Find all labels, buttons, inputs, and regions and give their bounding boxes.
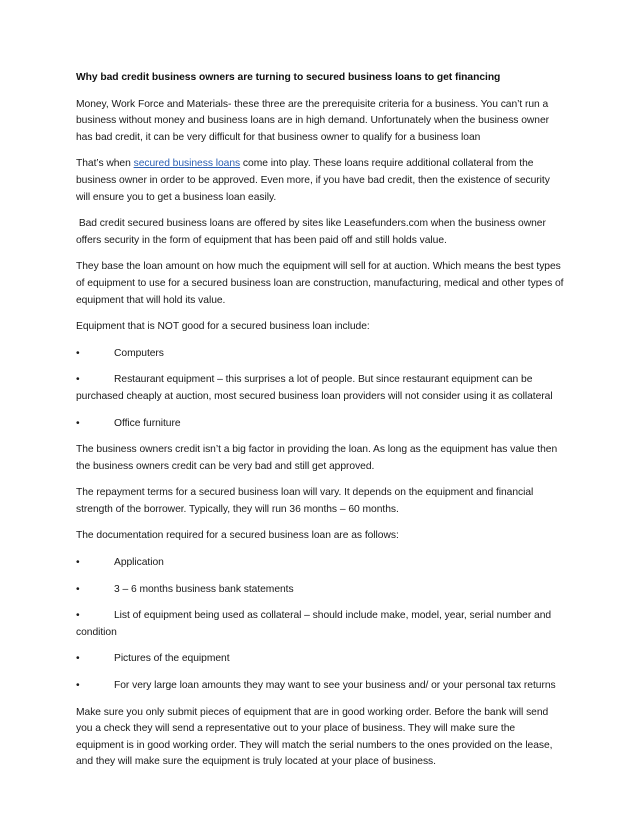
- list-item: [76, 678, 564, 695]
- paragraph-text-before: That’s when: [76, 158, 134, 170]
- list-item: [76, 555, 564, 572]
- intro-paragraph: Money, Work Force and Materials- these three are the prerequisite criteria for a business. You can’t run a business without money and business loans are in high demand. Unfortunately when the business owner has bad credit, it can be very difficult for that business owner to qualify for a business loan: [76, 98, 550, 143]
- bullet-icon: •: [76, 610, 80, 622]
- bullet-icon: •: [76, 557, 80, 569]
- bullet-icon: •: [76, 653, 80, 665]
- secured-business-loans-link[interactable]: secured business loans: [133, 158, 241, 170]
- leasefunders-paragraph: Bad credit secured business loans are offered by sites like Leasefunders.com when the business owner offers security in the form of equipment that has been paid off and still holds value.: [76, 218, 549, 246]
- list-item: [76, 651, 564, 668]
- bullet-icon: •: [76, 347, 80, 359]
- credit-paragraph: The business owners credit isn’t a big factor in providing the loan. As long as the equipment has value then the business owners credit can be very bad and still get approved.: [76, 444, 558, 472]
- list-item-text: For very large loan amounts they may want to see your business and/ or your personal tax returns: [114, 680, 556, 692]
- list-item-text: Computers: [114, 347, 164, 359]
- bullet-icon: •: [76, 583, 80, 595]
- documentation-intro: The documentation required for a secured business loan are as follows:: [76, 530, 399, 542]
- list-item: [76, 582, 564, 599]
- bullet-icon: •: [76, 417, 80, 429]
- paragraph-text-after: come into play. These loans require additional collateral from the business owner in order to be approved. Even more, if you have bad credit, then the existence of security will ensure you to get a business loan easily.: [76, 158, 550, 203]
- list-item: [76, 346, 564, 363]
- list-item-text: Application: [114, 557, 164, 569]
- list-item: [76, 416, 564, 433]
- bullet-icon: •: [76, 680, 80, 692]
- list-item-text: 3 – 6 months business bank statements: [114, 583, 294, 595]
- document-page: [76, 70, 564, 781]
- list-item-text: Office furniture: [114, 417, 181, 429]
- list-item-text: List of equipment being used as collateral – should include make, model, year, serial number and condition: [76, 610, 552, 638]
- loan-amount-paragraph: They base the loan amount on how much the equipment will sell for at auction. Which means the best types of equipment to use for a secured business loan are construction, manufacturing, medical and other types of equipment that will hold its value.: [76, 261, 564, 306]
- list-item-text: Restaurant equipment – this surprises a lot of people. But since restaurant equipment can be purchased cheaply at auction, most secured business loan providers will not consider using it as collateral: [76, 374, 553, 402]
- document-title: Why bad credit business owners are turning to secured business loans to get financing: [76, 72, 501, 83]
- bullet-icon: •: [76, 374, 80, 386]
- list-item: [76, 608, 564, 641]
- list-item-text: Pictures of the equipment: [114, 653, 230, 665]
- list-item: [76, 372, 564, 405]
- secured-loans-paragraph: [76, 156, 564, 206]
- repayment-paragraph: The repayment terms for a secured business loan will vary. It depends on the equipment and financial strength of the borrower. Typically, they will run 36 months – 60 months.: [76, 487, 534, 515]
- not-good-intro: Equipment that is NOT good for a secured business loan include:: [76, 321, 370, 333]
- inspection-paragraph: Make sure you only submit pieces of equipment that are in good working order. Before the bank will send you a check they will send a representative out to your place of business. They will make sure the equipment is in good working order. They will match the serial numbers to the ones provided on the lease, and they will make sure the equipment is truly located at your place of business.: [76, 706, 553, 768]
